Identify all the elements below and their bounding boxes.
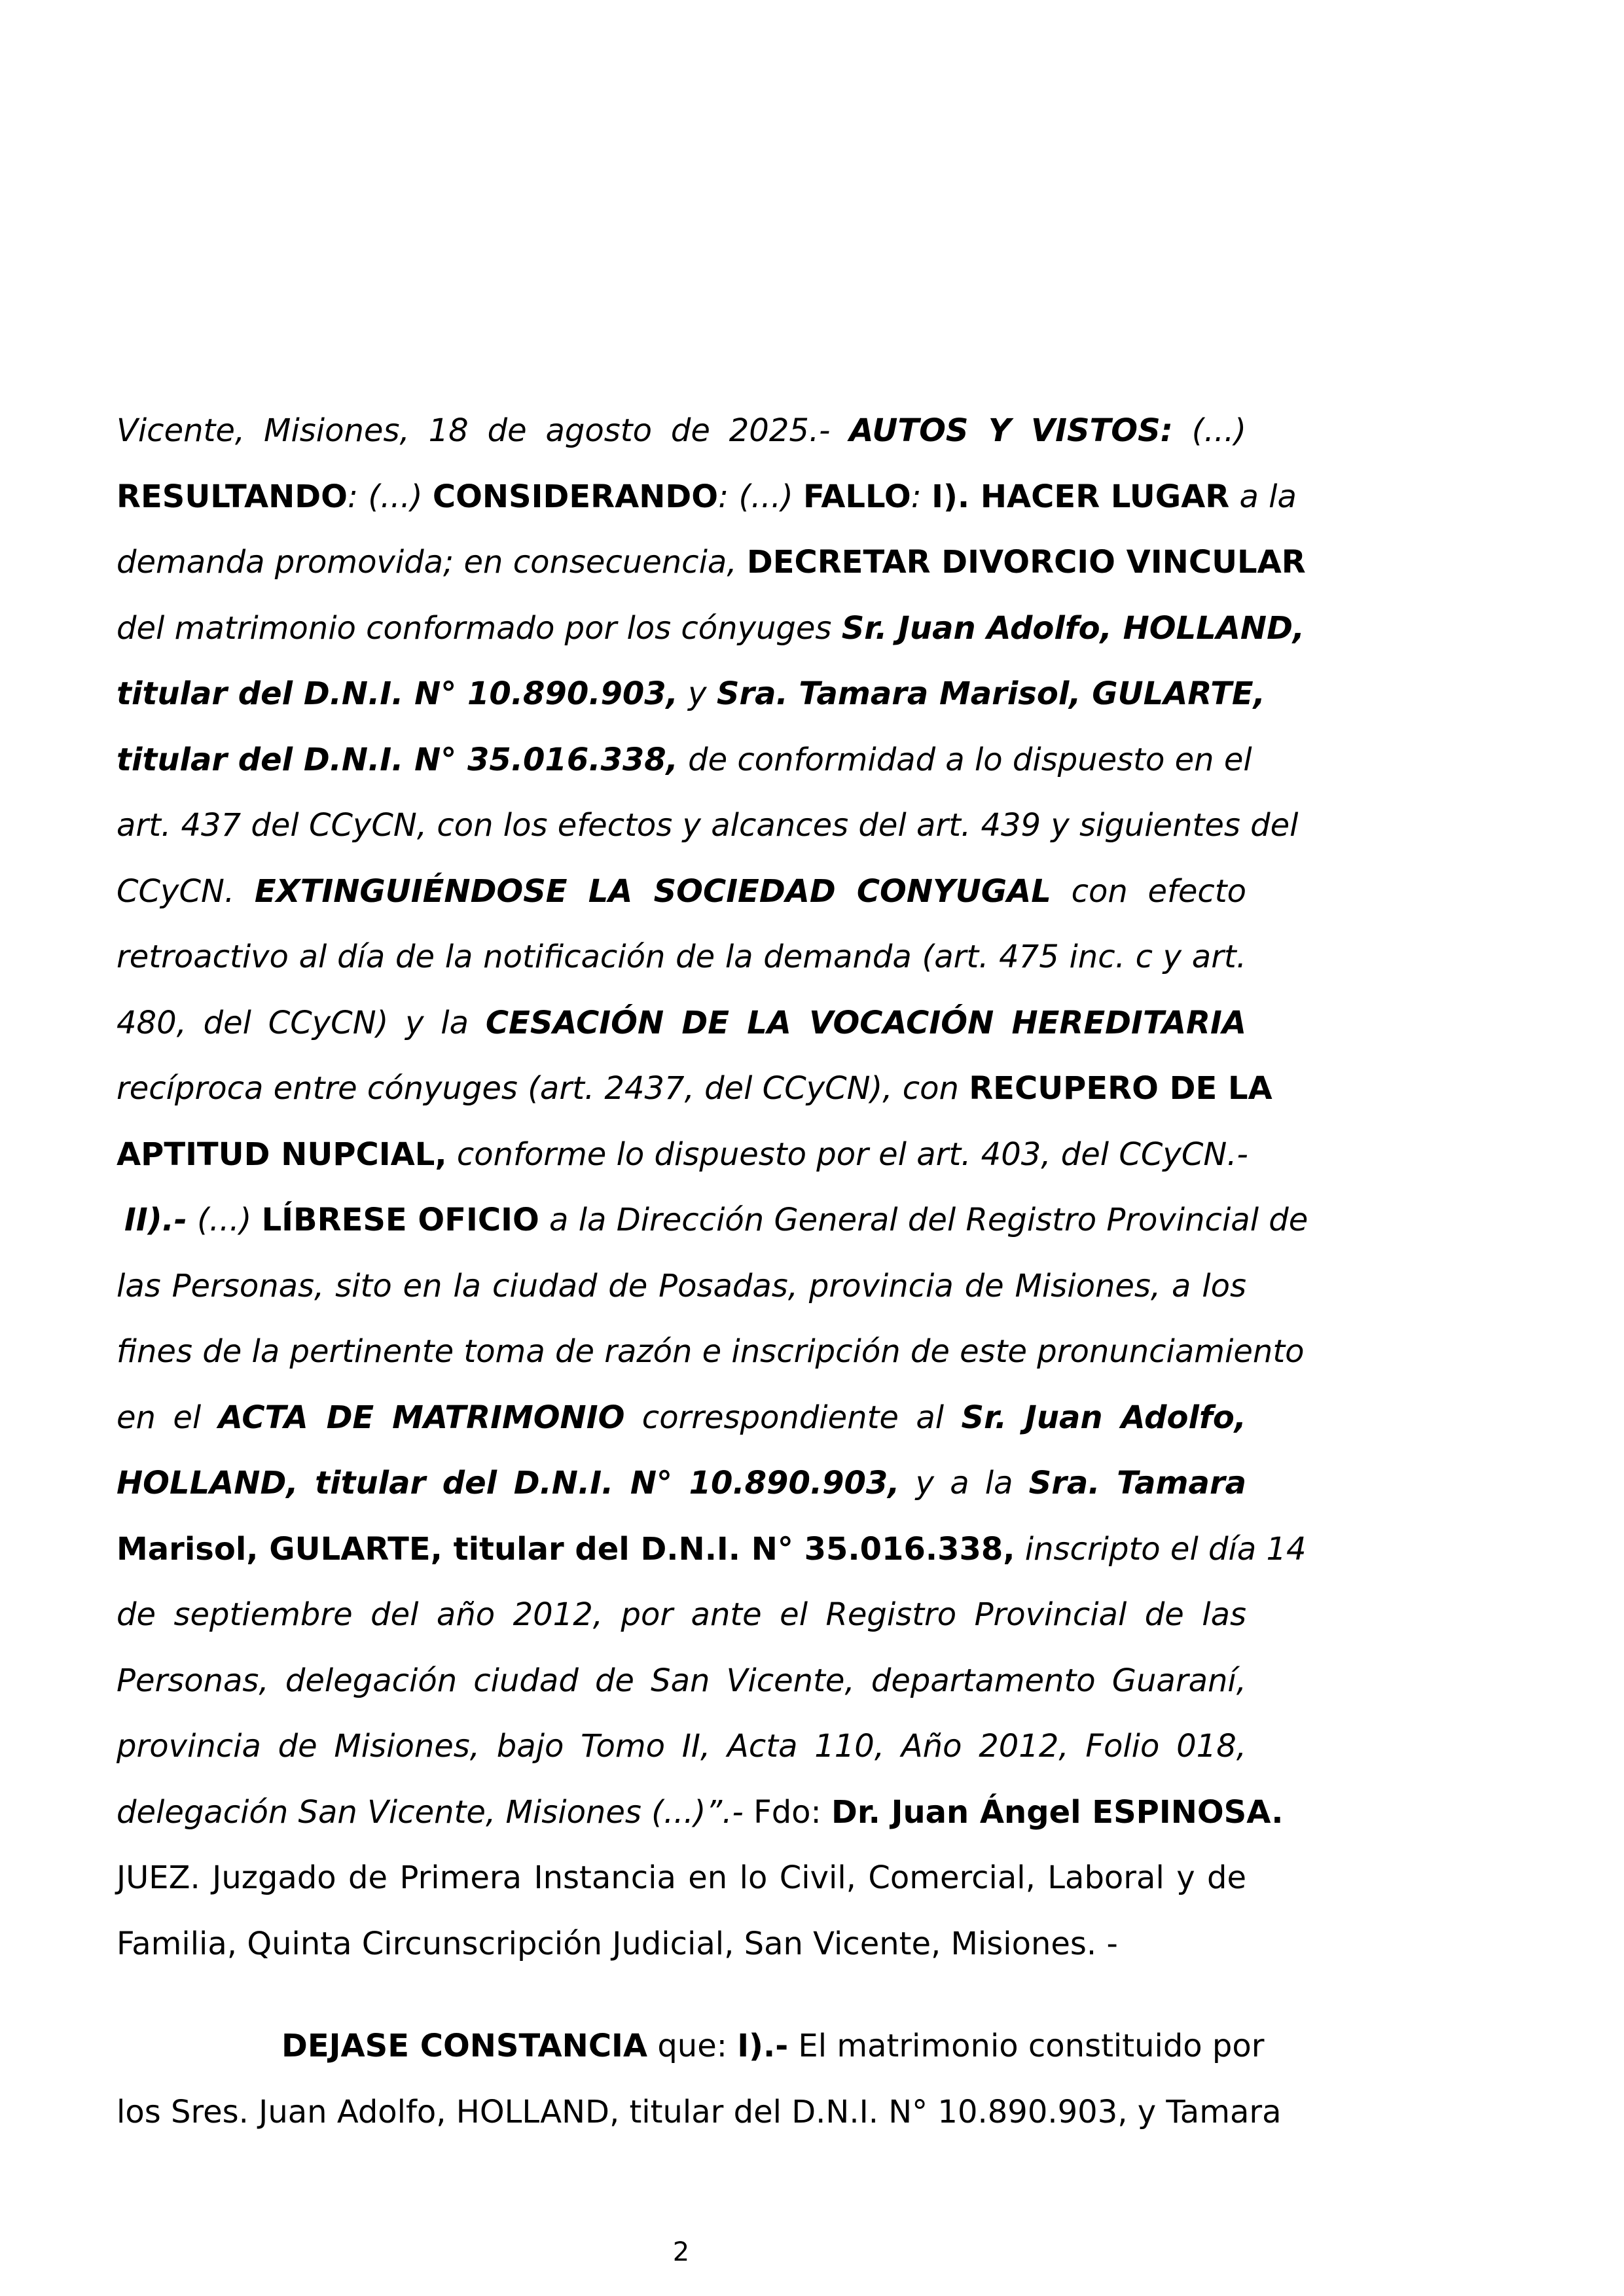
bold-run: CESACIÓN DE LA VOCACIÓN HEREDITARIA	[485, 1004, 1247, 1041]
text-run: con efecto	[1071, 872, 1246, 910]
text-line	[117, 1450, 1246, 1516]
text-run: en el	[117, 1399, 202, 1436]
text-run: de conformidad a lo dispuesto en el	[688, 741, 1252, 778]
text-run: demanda promovida; en consecuencia,	[117, 544, 737, 581]
text-line: de septiembre del año 2012, por ante el Registro Provincial de las	[117, 1596, 1246, 1633]
text-run: a la Dirección General del Registro Provincial de	[549, 1202, 1308, 1238]
text-run: 480, del CCyCN) y la	[117, 1004, 469, 1041]
text-run: a la	[1229, 478, 1297, 515]
text-line	[117, 1122, 1246, 1188]
text-run: : (...)	[347, 478, 433, 515]
page-number: 2	[672, 2237, 690, 2267]
bold-run: titular del D.N.I. N° 35.016.338,	[117, 741, 678, 778]
bold-run: Marisol, GULARTE, titular del D.N.I. N° 35.016.338,	[117, 1530, 1015, 1568]
bold-run: HOLLAND, titular del D.N.I. N° 10.890.903,	[117, 1465, 900, 1501]
text-run: Fdo:	[753, 1793, 821, 1831]
text-line	[117, 1516, 1307, 1583]
text-line: Personas, delegación ciudad de San Vicente, departamento Guaraní,	[117, 1662, 1246, 1699]
bold-run: EXTINGUIÉNDOSE LA SOCIEDAD CONYUGAL	[254, 872, 1051, 910]
text-line	[117, 398, 1246, 464]
text-line	[117, 464, 1297, 530]
text-run: (...)	[197, 1202, 252, 1238]
bold-run: Sr. Juan Adolfo, HOLLAND,	[841, 609, 1305, 647]
text-line: retroactivo al día de la notificación de la demanda (art. 475 inc. c y art.	[117, 939, 1246, 975]
text-run: del matrimonio conformado por los cónyuges	[117, 609, 832, 647]
ruling-transcription-paragraph	[117, 398, 1308, 1977]
bold-run: APTITUD NUPCIAL,	[117, 1136, 447, 1173]
text-run: El matrimonio constituido por	[798, 2028, 1265, 2064]
judge-signature-name: Dr. Juan Ángel ESPINOSA.	[831, 1793, 1284, 1831]
bold-run: Sr. Juan Adolfo,	[961, 1399, 1247, 1436]
text-run: conforme lo dispuesto por el art. 403, del CCyCN.-	[456, 1136, 1248, 1173]
text-run: recíproca entre cónyuges (art. 2437, del CCyCN), con	[117, 1070, 959, 1107]
text-line	[117, 1385, 1246, 1451]
text-line	[117, 661, 1265, 727]
text-run: (...)	[1191, 412, 1246, 449]
text-line: los Sres. Juan Adolfo, HOLLAND, titular del D.N.I. N° 10.890.903, y Tamara	[117, 2093, 1282, 2130]
bold-run: ACTA DE MATRIMONIO	[218, 1399, 625, 1436]
bold-run: FALLO	[803, 478, 911, 515]
text-line	[117, 1187, 1308, 1253]
text-run: y a la	[915, 1465, 1013, 1501]
bold-run: AUTOS Y VISTOS:	[849, 412, 1173, 449]
bold-run: DECRETAR DIVORCIO VINCULAR	[746, 544, 1306, 581]
document-body	[117, 398, 1308, 2145]
bold-run: I).-	[737, 2028, 789, 2064]
bold-run: RECUPERO DE LA	[969, 1070, 1272, 1107]
text-run: correspondiente al	[641, 1399, 945, 1436]
text-line: fines de la pertinente toma de razón e inscripción de este pronunciamiento	[117, 1333, 1305, 1370]
text-line	[117, 529, 1306, 596]
text-run: delegación San Vicente, Misiones (...)”.-	[117, 1793, 744, 1831]
text-line: las Personas, sito en la ciudad de Posadas, provincia de Misiones, a los	[117, 1267, 1246, 1304]
bold-run: Sra. Tamara Marisol, GULARTE,	[716, 675, 1265, 712]
text-line: art. 437 del CCyCN, con los efectos y alcances del art. 439 y siguientes del	[117, 807, 1299, 844]
bold-run: Sra. Tamara	[1028, 1465, 1246, 1501]
bold-run: I). HACER LUGAR	[931, 478, 1230, 515]
text-run: Vicente, Misiones, 18 de agosto de 2025.-	[117, 412, 831, 449]
text-line	[117, 859, 1246, 925]
text-run: inscripto el día 14	[1024, 1530, 1307, 1568]
paragraph-spacer	[117, 1977, 1246, 2013]
text-run: : (...)	[718, 478, 803, 515]
text-line	[117, 2013, 1265, 2079]
bold-run: LÍBRESE OFICIO	[261, 1202, 539, 1238]
text-run: que:	[657, 2028, 727, 2064]
text-line: JUEZ. Juzgado de Primera Instancia en lo Civil, Comercial, Laboral y de	[117, 1859, 1246, 1896]
bold-run: II).-	[124, 1202, 187, 1238]
text-line	[117, 990, 1246, 1056]
text-line	[117, 1056, 1272, 1122]
bold-run: RESULTANDO	[117, 478, 348, 515]
text-line: Familia, Quinta Circunscripción Judicial, San Vicente, Misiones. -	[117, 1925, 1118, 1962]
bold-run: DEJASE CONSTANCIA	[281, 2028, 648, 2064]
bold-run: titular del D.N.I. N° 10.890.903,	[117, 675, 678, 712]
text-run: :	[911, 478, 932, 515]
bold-run: CONSIDERANDO	[432, 478, 719, 515]
text-line	[117, 1780, 1284, 1846]
text-run: y	[688, 675, 707, 712]
text-line	[117, 727, 1252, 793]
text-run: CCyCN.	[117, 872, 235, 910]
text-line	[117, 596, 1305, 662]
text-line: provincia de Misiones, bajo Tomo II, Acta 110, Año 2012, Folio 018,	[117, 1728, 1246, 1765]
record-note-paragraph	[117, 2013, 1282, 2145]
